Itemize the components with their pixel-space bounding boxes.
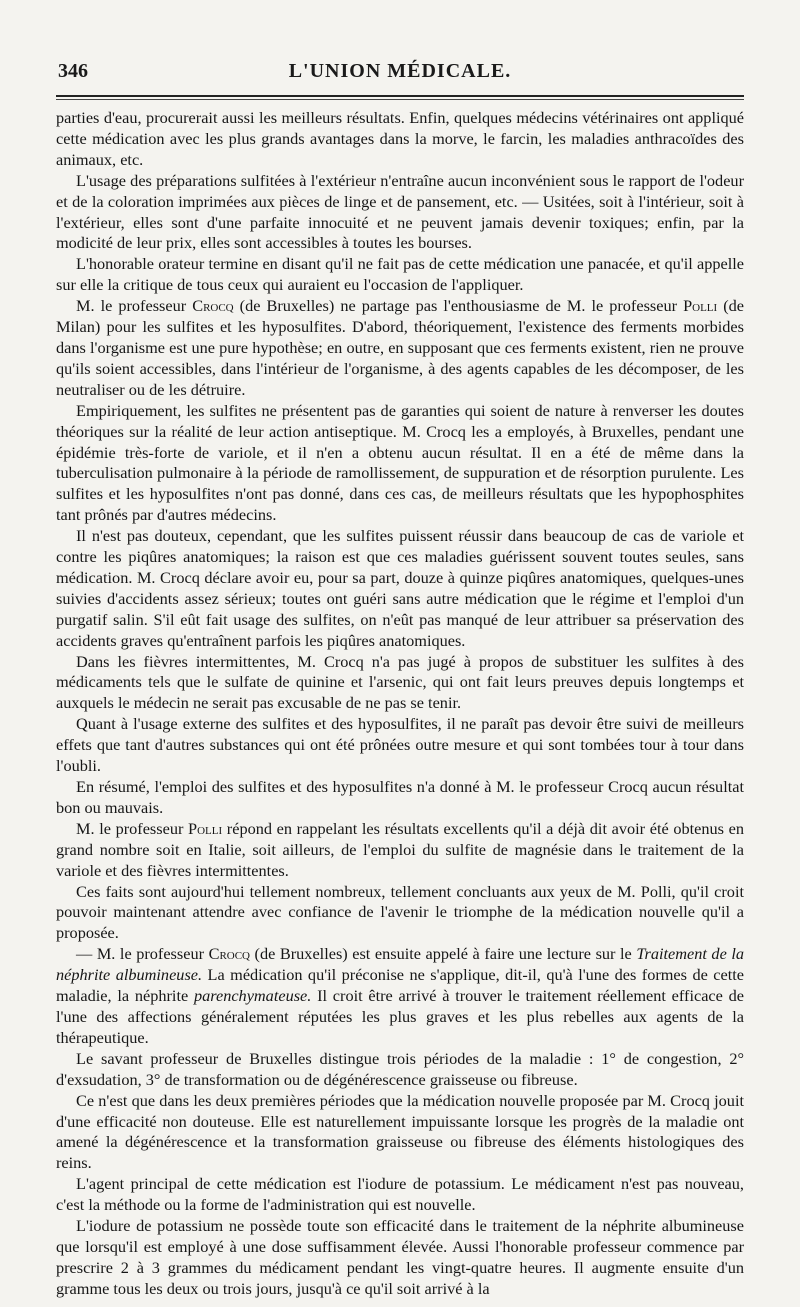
paragraph: [56, 401, 744, 526]
paragraph: [56, 777, 744, 819]
proper-name: Crocq: [208, 944, 250, 964]
text-run: (de Milan) pour les sulfites et les hyposulfites. D'abord, théoriquement, l'existence des ferments morbides dans l'organisme est une pure hypothèse; en outre, en supposant que ces ferments existent, rien ne prouve qu'ils soient accessibles, dans l'intérieur de l'organisme, à des agents capables de les décomposer, de les neutraliser ou de les détruire.: [56, 296, 745, 399]
text-run: L'usage des préparations sulfitées à l'extérieur n'entraîne aucun inconvénient sous le rapport de l'odeur et de la coloration imprimées aux pièces de linge et de pansement, etc. — Usitées, soit à l'intérieur, soit à l'extérieur, elles sont d'une parfaite innocuité et ne peuvent jamais devenir toxiques; enfin, par la modicité de leur prix, elles sont accessibles à toutes les bourses.: [56, 170, 744, 253]
text-run: Ce n'est que dans les deux premières périodes que la médication nouvelle proposée par M. Crocq jouit d'une efficacité non douteuse. Elle est naturellement impuissante lorsque les progrès de la maladie ont amené la dégénérescence et la transformation graisseuse ou fibreuse des éléments histologiques des reins.: [56, 1090, 744, 1173]
paragraph: [56, 1049, 744, 1091]
paragraph: [56, 296, 744, 401]
text-run: En résumé, l'emploi des sulfites et des hyposulfites n'a donné à M. le professeur Crocq aucun résultat bon ou mauvais.: [56, 777, 744, 817]
proper-name: Polli: [188, 818, 223, 838]
text-run: Le savant professeur de Bruxelles distingue trois périodes de la maladie : 1° de congestion, 2° d'exsudation, 3° de transformation ou de dégénérescence graisseuse ou fibreuse.: [56, 1048, 744, 1089]
paragraph: [56, 1174, 744, 1216]
paragraph: [56, 882, 744, 945]
proper-name: Crocq: [192, 296, 234, 316]
proper-name: Polli: [683, 296, 718, 316]
text-run: Il croit être arrivé à trouver le traitement réellement efficace de l'une des affections généralement réputées les plus graves et les plus rebelles aux agents de la thérapeutique.: [56, 986, 745, 1047]
paragraph: [56, 254, 744, 296]
text-run: M. le professeur: [76, 296, 193, 316]
text-run: La médication qu'il préconise ne s'applique, dit-il, qu'à l'une des formes de cette maladie, la néphrite: [56, 965, 744, 1006]
text-run: L'iodure de potassium ne possède toute son efficacité dans le traitement de la néphrite albumineuse que lorsqu'il est employé à une dose suffisamment élevée. Aussi l'honorable professeur commence par prescrire 2 à 3 grammes du médicament pendant les vingt-quatre heures. Il augmente ensuite d'un gramme tous les deux ou trois jours, jusqu'à ce qu'il soit arrivé à la: [56, 1216, 744, 1298]
paragraph: [56, 108, 744, 171]
text-run: parties d'eau, procurerait aussi les meilleurs résultats. Enfin, quelques médecins vétérinaires ont appliqué cette médication avec les plus grands avantages dans la morve, le farcin, les maladies anthracoïdes des animaux, etc.: [56, 108, 744, 169]
paragraph: [56, 1216, 744, 1300]
text-run: Ces faits sont aujourd'hui tellement nombreux, tellement concluants aux yeux de M. Polli, qu'il croit pouvoir maintenant attendre avec confiance de l'avenir le triomphe de la médication nouvelle qu'il a proposée.: [56, 881, 744, 943]
text-run: M. le professeur: [76, 818, 189, 838]
text-run: Dans les fièvres intermittentes, M. Crocq n'a pas jugé à propos de substituer les sulfites à des médicaments tels que le sulfate de quinine et l'arsenic, qui ont fait leurs preuves depuis longtemps et auxquels le médecin ne serait pas excusable de ne pas se tenir.: [56, 651, 744, 713]
header-rule: [56, 95, 744, 97]
paragraph: [56, 714, 744, 777]
text-run: Empiriquement, les sulfites ne présentent pas de garanties qui soient de nature à renverser les doutes théoriques sur la réalité de leur action antiseptique. M. Crocq les a employés, à Bruxelles, pendant une épidémie très-forte de variole, et il n'en a obtenu aucun résultat. Il en a été de même dans la tuberculisation pulmonaire à la période de ramollissement, de suppuration et de résorption purulente. Les sulfites et les hyposulfites n'ont pas donné, dans ces cas, de meilleurs résultats que les hypophosphites tant prônés par d'autres médecins.: [56, 400, 744, 525]
text-run: L'agent principal de cette médication est l'iodure de potassium. Le médicament n'est pas nouveau, c'est la méthode ou la forme de l'administration qui est nouvelle.: [56, 1174, 744, 1215]
page-number: 346: [58, 60, 88, 82]
text-run: L'honorable orateur termine en disant qu'il ne fait pas de cette médication une panacée, et qu'il appelle sur elle la critique de tous ceux qui auraient eu l'occasion de l'appliquer.: [56, 254, 744, 295]
paragraph: [56, 171, 744, 255]
paragraph: [56, 944, 744, 1049]
paragraph: [56, 819, 744, 882]
paragraph: [56, 526, 744, 651]
text-run: (de Bruxelles) ne partage pas l'enthousiasme de M. le professeur: [233, 296, 684, 316]
running-title: L'UNION MÉDICALE.: [288, 60, 512, 82]
italic-text: parenchymateuse.: [193, 986, 312, 1006]
page-header: [56, 56, 744, 88]
text-run: (de Bruxelles) est ensuite appelé à faire une lecture sur le: [250, 944, 637, 964]
body-text: [56, 108, 744, 1300]
paragraph: [56, 1091, 744, 1175]
header-rule-thin: [56, 99, 744, 100]
text-run: Il n'est pas douteux, cependant, que les sulfites puissent réussir dans beaucoup de cas de variole et contre les piqûres anatomiques; la raison est que ces maladies guérissent souvent toutes seules, sans médication. M. Crocq déclare avoir eu, pour sa part, douze à quinze piqûres anatomiques, quelques-unes suivies d'accidents assez sérieux; toutes ont guéri sans autre médication que le régime et l'emploi d'un purgatif salin. S'il eût fait usage des sulfites, on n'eût pas manqué de leur attribuer sa préservation des accidents graves qu'entraînent parfois les piqûres anatomiques.: [56, 526, 744, 650]
text-run: Quant à l'usage externe des sulfites et des hyposulfites, il ne paraît pas devoir être suivi de meilleurs effets que tant d'autres substances qui ont été prônées outre mesure et qui sont tombées tour à tour dans l'oubli.: [56, 714, 744, 776]
paragraph: [56, 652, 744, 715]
text-run: répond en rappelant les résultats excellents qu'il a déjà dit avoir été obtenus en grand nombre soit en Italie, soit ailleurs, de l'emploi du sulfite de magnésie dans le traitement de la variole et des fièvres intermittentes.: [56, 818, 744, 880]
italic-text: Traitement de la néphrite albumineuse.: [56, 944, 745, 985]
text-run: — M. le professeur: [76, 944, 209, 964]
